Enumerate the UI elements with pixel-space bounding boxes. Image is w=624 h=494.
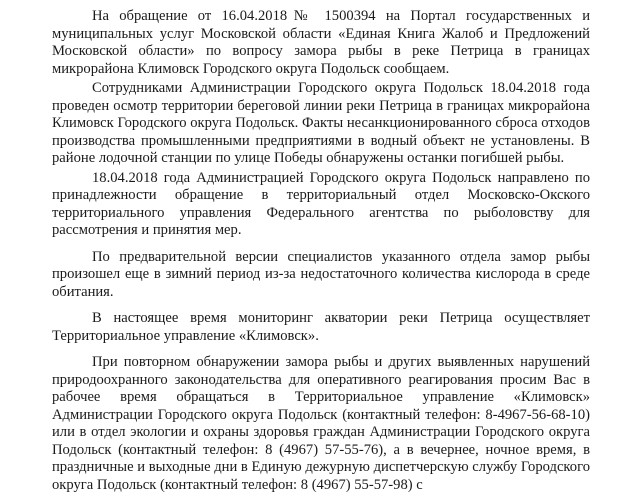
paragraph-contacts: При повторном обнаружении замора рыбы и других выявленных нарушений природоохранного законодательства для оперативного реагирования просим Вас в рабочее время обращаться в Территориальное управление «Климовск» Администрации Городского округа Подольск (контактный телефон: 8-4967-56-68-10) или в отдел экологии и охраны здоровья граждан Администрации Городского округа Подольск (контактный телефон: 8 (4967) 57-55-76), а в вечернее, ночное время, в праздничные и выходные дни в Единую дежурную диспетчерскую службу Городского округа Подольск (контактный телефон: 8 (4967) 55-57-98) с: [52, 354, 590, 493]
paragraph-monitoring: В настоящее время мониторинг акватории реки Петрица осуществляет Территориальное управление «Климовск».: [52, 310, 590, 344]
paragraph-inspection: Сотрудниками Администрации Городского округа Подольск 18.04.2018 года проведен осмотр территории береговой линии реки Петрица в границах микрорайона Климовск Городского округа Подольск. Факты несанкционированного сброса отходов производства промышленными предприятиями в водный объект не установлены. В районе лодочной станции по улице Победы обнаружены останки погибшей рыбы.: [52, 80, 590, 166]
paragraph-preliminary-version: По предварительной версии специалистов указанного отдела замор рыбы произошел еще в зимний период из-за недостаточного количества кислорода в среде обитания.: [52, 248, 590, 300]
paragraph-referral: 18.04.2018 года Администрацией Городского округа Подольск направлено по принадлежности обращение в территориальный отдел Московско-Окского территориального управления Федерального агентства по рыболовству для рассмотрения и принятия мер.: [52, 169, 590, 238]
paragraph-appeal-intro: На обращение от 16.04.2018№ 1500394 на Портал государственных и муниципальных услуг Московской области «Единая Книга Жалоб и Предложений Московской области» по вопросу замора рыбы в реке Петрица в границах микрорайона Климовск Городского округа Подольск сообщаем.: [52, 8, 590, 77]
document-body: [52, 8, 590, 494]
